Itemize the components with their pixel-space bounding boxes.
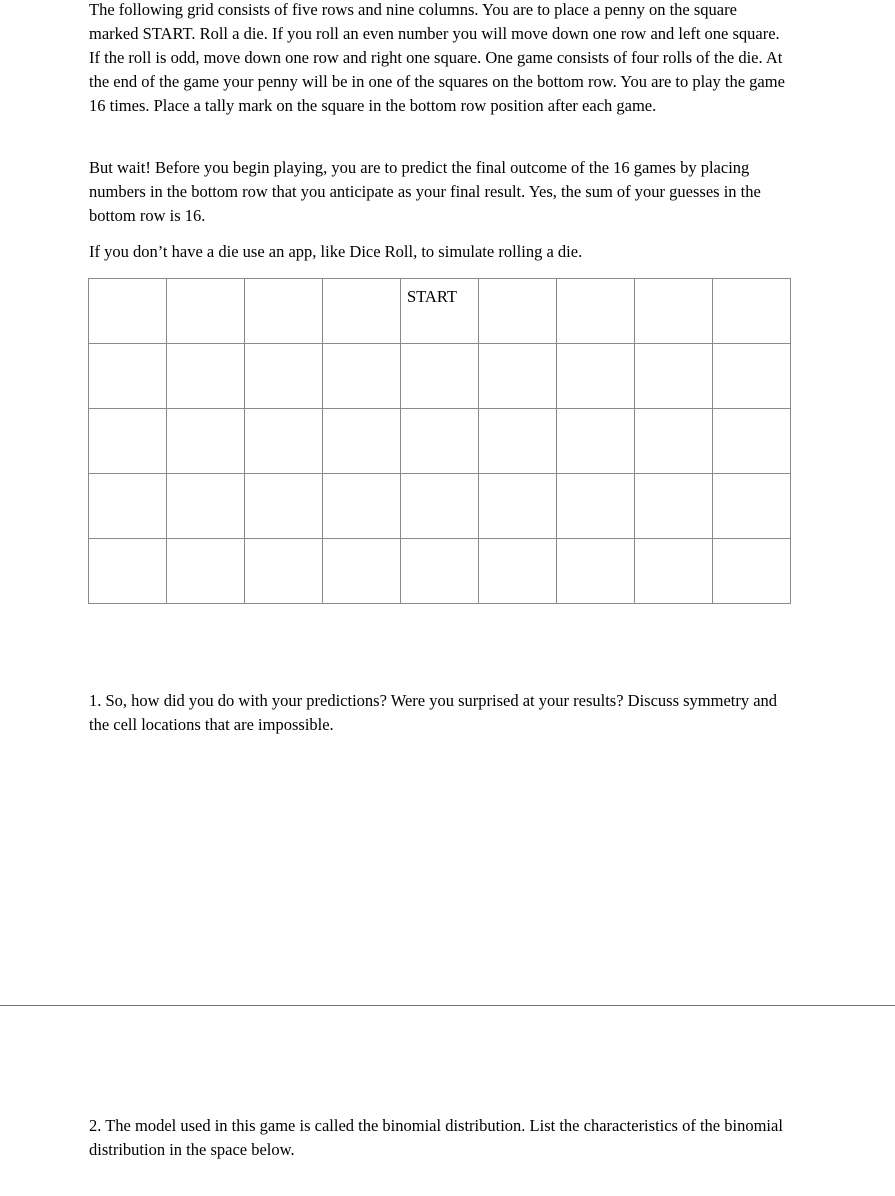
bottom-row-cell[interactable] <box>557 539 635 604</box>
question-1: 1. So, how did you do with your predictions? Were you surprised at your results? Discuss symmetry and the cell locations that are impossible. <box>89 691 778 734</box>
grid-cell[interactable] <box>713 344 791 409</box>
grid-row-3 <box>89 409 791 474</box>
grid-cell[interactable] <box>167 474 245 539</box>
grid-cell[interactable] <box>89 474 167 539</box>
bottom-row-cell[interactable] <box>479 539 557 604</box>
grid-cell[interactable] <box>479 344 557 409</box>
grid-cell[interactable] <box>713 409 791 474</box>
grid-cell[interactable] <box>245 409 323 474</box>
grid-row-1 <box>89 279 791 344</box>
grid-cell[interactable] <box>557 474 635 539</box>
bottom-row-cell[interactable] <box>323 539 401 604</box>
grid-cell[interactable] <box>167 409 245 474</box>
instructions-paragraph-1: The following grid consists of five rows and nine columns. You are to place a penny on the square marked START. Roll a die. If you roll an even number you will move down one row and left one square. If the roll is odd, move down one row and right one square. One game consists of four rolls of the die. At the end of the game your penny will be in one of the squares on the bottom row. You are to play the game 16 times. Place a tally mark on the square in the bottom row position after each game. <box>89 0 785 115</box>
bottom-row-cell[interactable] <box>401 539 479 604</box>
grid-cell[interactable] <box>713 279 791 344</box>
grid-cell[interactable] <box>245 344 323 409</box>
grid-cell[interactable] <box>167 279 245 344</box>
page-divider <box>0 1005 895 1006</box>
bottom-row-cell[interactable] <box>167 539 245 604</box>
instructions-paragraph-2: But wait! Before you begin playing, you are to predict the final outcome of the 16 games by placing numbers in the bottom row that you anticipate as your final result. Yes, the sum of your guesses in the bottom row is 16. <box>89 158 761 225</box>
grid-row-2 <box>89 344 791 409</box>
grid-cell[interactable] <box>323 279 401 344</box>
start-cell[interactable] <box>401 279 479 344</box>
grid-cell[interactable] <box>245 474 323 539</box>
instructions-paragraph-3: If you don’t have a die use an app, like Dice Roll, to simulate rolling a die. <box>89 242 583 261</box>
grid-cell[interactable] <box>89 344 167 409</box>
grid-cell[interactable] <box>635 344 713 409</box>
grid-cell[interactable] <box>635 279 713 344</box>
grid-cell[interactable] <box>89 409 167 474</box>
grid-cell[interactable] <box>401 344 479 409</box>
grid-cell[interactable] <box>557 409 635 474</box>
bottom-row-cell[interactable] <box>89 539 167 604</box>
grid-cell[interactable] <box>89 279 167 344</box>
grid-cell[interactable] <box>323 409 401 474</box>
grid-cell[interactable] <box>479 279 557 344</box>
grid-cell[interactable] <box>557 344 635 409</box>
grid-cell[interactable] <box>479 474 557 539</box>
grid-cell[interactable] <box>557 279 635 344</box>
grid-cell[interactable] <box>635 474 713 539</box>
bottom-row-cell[interactable] <box>635 539 713 604</box>
grid-cell[interactable] <box>479 409 557 474</box>
bottom-row-cell[interactable] <box>713 539 791 604</box>
game-grid <box>88 278 791 604</box>
grid-cell[interactable] <box>401 409 479 474</box>
grid-cell[interactable] <box>635 409 713 474</box>
grid-cell[interactable] <box>401 474 479 539</box>
grid-cell[interactable] <box>245 279 323 344</box>
grid-cell[interactable] <box>323 344 401 409</box>
grid-row-4 <box>89 474 791 539</box>
question-2: 2. The model used in this game is called the binomial distribution. List the characteristics of the binomial distribution in the space below. <box>89 1116 783 1159</box>
grid-row-5-bottom <box>89 539 791 604</box>
grid-cell[interactable] <box>713 474 791 539</box>
grid-cell[interactable] <box>323 474 401 539</box>
grid-cell[interactable] <box>167 344 245 409</box>
bottom-row-cell[interactable] <box>245 539 323 604</box>
start-label: START <box>407 287 457 306</box>
